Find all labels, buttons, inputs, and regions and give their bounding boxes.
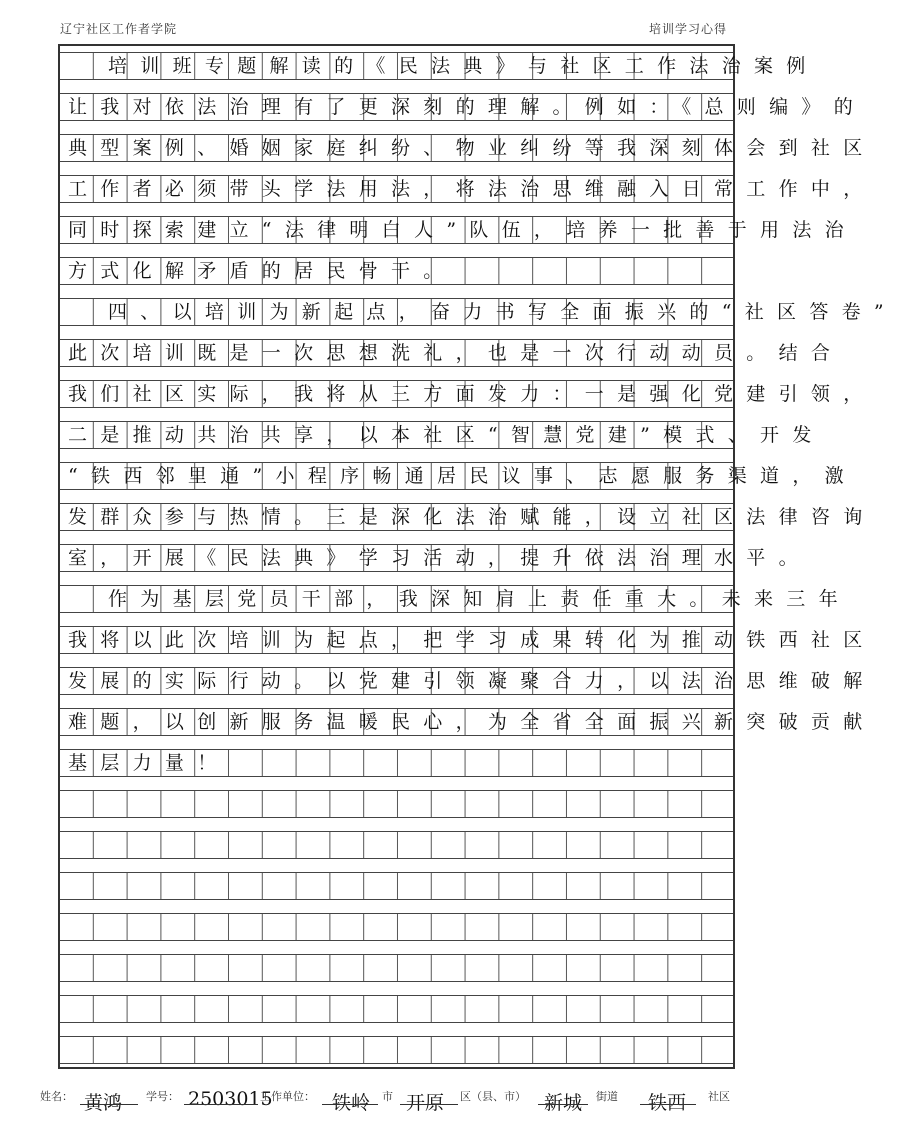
grid-row [60,503,876,531]
grid-row [60,52,819,80]
grid-row [60,954,733,982]
grid-row [60,585,851,613]
city-underline [322,1104,378,1105]
id-value: 2503015 [188,1088,273,1110]
body-line: 二是推动共治共享，以本社区“智慧党建”模式、开发 [68,424,825,446]
grid-row [60,462,857,490]
body-line: “铁西邻里通”小程序畅通居民议事、志愿服务渠道，激 [68,465,857,487]
body-line: 基层力量！ [68,752,230,774]
grid-row [60,626,876,654]
grid-row [60,790,733,818]
city-value: 铁岭 [332,1092,371,1114]
grid-row [60,544,811,572]
grid-row [60,134,876,162]
body-line: 工作者必须带头学法用法，将法治思维融入日常工作中， [68,178,876,200]
grid-row [60,257,733,285]
body-line: 方式化解矛盾的居民骨干。 [68,260,456,282]
body-line: 室，开展《民法典》学习活动，提升依法治理水平。 [68,547,811,569]
header-institution: 辽宁社区工作者学院 [60,22,178,36]
grid-row [60,93,867,121]
body-line: 让我对依法治理有了更深刻的理解。例如：《总则编》的 [68,96,867,118]
grid-row [60,913,733,941]
grid-row [60,216,857,244]
name-label: 姓名： [40,1090,73,1103]
name-underline [80,1104,138,1105]
grid-row [60,831,733,859]
community-underline [640,1104,696,1105]
grid-row [60,872,733,900]
id-label: 学号： [146,1090,179,1103]
grid-row [60,339,844,367]
community-value: 铁西 [648,1092,687,1114]
street-label: 街道 [596,1090,618,1103]
body-line: 我们社区实际，我将从三方面发力：一是强化党建引领， [68,383,876,405]
body-line: 难题，以创新服务温暖民心，为全省全面振兴新突破贡献 [68,711,876,733]
street-underline [538,1104,588,1105]
body-line: 此次培训既是一次思想洗礼，也是一次行动动员。结合 [68,342,844,364]
body-line: 四、以培训为新起点，奋力书写全面振兴的“社区答卷” [108,301,897,323]
name-value: 黄鸿 [84,1092,123,1114]
district-underline [400,1104,458,1105]
writing-grid [58,44,897,1069]
grid-row [60,421,825,449]
grid-row [60,995,733,1023]
grid-row [60,298,897,326]
body-line: 典型案例、婚姻家庭纠纷、物业纠纷等我深刻体会到社区 [68,137,876,159]
street-value: 新城 [544,1092,583,1114]
body-line: 作为基层党员干部，我深知肩上责任重大。未来三年 [108,588,851,610]
body-line: 培训班专题解读的《民法典》与社区工作法治案例 [108,55,819,77]
city-label: 市 [382,1090,393,1103]
district-value: 开原 [406,1092,445,1114]
grid-row [60,175,876,203]
community-label: 社区 [708,1090,730,1103]
grid-row [60,749,733,777]
district-label: 区（县、市） [460,1090,526,1103]
grid-row [60,708,876,736]
unit-label: 工作单位： [260,1090,315,1103]
body-line: 发展的实际行动。以党建引领凝聚合力，以法治思维破解 [68,670,876,692]
body-line: 我将以此次培训为起点，把学习成果转化为推动铁西社区 [68,629,876,651]
signature-footer [40,1078,760,1114]
body-line: 发群众参与热情。三是深化法治赋能，设立社区法律咨询 [68,506,876,528]
id-underline [184,1104,258,1105]
body-line: 同时探索建立“法律明白人”队伍，培养一批善于用法治 [68,219,857,241]
grid-row [60,1036,733,1064]
grid-row [60,667,876,695]
grid-row [60,380,876,408]
header-doc-type: 培训学习心得 [648,22,727,36]
